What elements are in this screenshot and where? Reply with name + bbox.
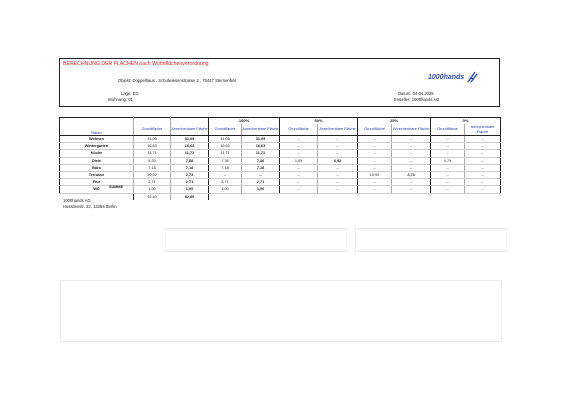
company-logo [428,70,478,84]
cell-a100: 1,00 [242,186,280,193]
cell-a50: -- [318,143,358,150]
col-anrech-50: Anrechenbare Fläche [318,124,358,136]
hand-icon [466,70,478,84]
objekt-line [118,78,236,83]
cell-g100: 11,71 [209,150,242,157]
objekt-label: Objekt: [118,78,132,83]
area-table-wrap [59,117,500,200]
cell-a25: -- [392,136,431,143]
cell-a25: -- [392,179,431,186]
group-100: 100% [209,118,280,125]
cell-a50: -- [318,179,358,186]
cell-a0: -- [465,136,501,143]
bleed-through-frame [60,280,502,342]
column-header-row [60,124,501,136]
cell-raum: Wohnen [60,136,134,143]
cell-g25: 10,92 [358,171,392,178]
col-anrech-0: Anrechenbare Fläche [465,124,501,136]
summe-text: SUMME [109,185,124,189]
cell-g: 10,92 [134,171,171,178]
cell-g25: -- [358,143,392,150]
cell-g0: -- [431,179,465,186]
cell-a0: -- [465,150,501,157]
cell-g100: 1,00 [209,186,242,193]
col-raum: Raum [60,124,134,136]
cell-a25: -- [392,150,431,157]
cell-g100: 2,71 [209,179,242,186]
cell-a50: -- [318,164,358,171]
lage-value: EG [132,91,139,96]
area-table [59,117,501,200]
cell-a100: 31,05 [242,136,280,143]
cell-g50: 1,05 [280,157,318,164]
cell-g25: -- [358,164,392,171]
table-row [60,164,501,171]
wohnung-value: 01 [128,97,133,102]
cell-a25: -- [392,164,431,171]
table-row [60,171,501,178]
cell-g: 7,18 [134,164,171,171]
cell-raum: WC [60,186,134,193]
cell-g50: -- [280,143,318,150]
col-grund-25: Grundfläche [358,124,392,136]
summary-row [60,193,501,200]
cell-a: 2,73 [171,171,209,178]
group-25: 25% [358,118,431,125]
logo-text: 1000hands [428,73,465,81]
cell-g0: -- [431,171,465,178]
objekt-value: Doppelhaus , Schulwiesenstrasse 2 , 75447 Sternenfels [132,78,237,83]
cell-g: 31,05 [134,136,171,143]
cell-g: 1,00 [134,186,171,193]
ersteller-line [394,97,439,102]
cell-a0: -- [465,186,501,193]
cell-a0: -- [465,171,501,178]
cell-g50: -- [280,171,318,178]
col-grund-50: Grundfläche [280,124,318,136]
cell-g0: -- [431,136,465,143]
datum-line [398,91,434,96]
wohnung-label: Wohnung: [108,97,128,102]
cell-a25: -- [392,186,431,193]
ersteller-label: Ersteller: [394,97,411,102]
cell-a100: 7,18 [242,164,280,171]
cell-a: 2,71 [171,179,209,186]
cell-g50: -- [280,136,318,143]
cell-a: 7,18 [171,164,209,171]
footer-company: 1000hands AG [63,198,91,203]
cell-g25: -- [358,150,392,157]
group-0: 0% [431,118,501,125]
cell-g100: 16,63 [209,143,242,150]
cell-a: 11,71 [171,150,209,157]
cell-a: 1,00 [171,186,209,193]
cell-raum: Diele [60,157,134,164]
cell-a0: -- [465,143,501,150]
cell-g0: -- [431,164,465,171]
datum-value: 04.04.2025 [412,91,434,96]
cell-g: 16,63 [134,143,171,150]
cell-a50: -- [318,150,358,157]
table-row [60,136,501,143]
lage-label: Lage: [121,91,132,96]
cell-a50: -- [318,186,358,193]
col-grund-100: Grundfläche [209,124,242,136]
cell-g25: -- [358,186,392,193]
cell-g50: -- [280,164,318,171]
cell-a50: -- [318,171,358,178]
cell-a50: 0,52 [318,157,358,164]
document-title: BERECHNUNG DER FLÄCHEN nach Wohnflächenverordnung [63,61,209,67]
group-50: 50% [280,118,358,125]
cell-g25: -- [358,179,392,186]
cell-raum: Flur [60,179,134,186]
cell-g: 9,20 [134,157,171,164]
lage-line [121,91,139,96]
cell-raum: Büro [60,164,134,171]
col-anrech-100: Anrechenbare Fläche [242,124,280,136]
cell-a: 7,88 [171,157,209,164]
cell-g50: -- [280,179,318,186]
cell-a: 31,05 [171,136,209,143]
cell-a: 16,63 [171,143,209,150]
cell-g100: 7,18 [209,164,242,171]
wohnung-line [108,97,133,102]
cell-a25: -- [392,157,431,164]
cell-a50: -- [318,136,358,143]
bleed-through-block [165,228,347,252]
sum-grund: 92,40 [134,193,171,200]
cell-a100: 16,63 [242,143,280,150]
col-grund-0: Grundfläche [431,124,465,136]
cell-a25: -- [392,143,431,150]
cell-g0: -- [431,186,465,193]
cell-a25: 2,73 [392,171,431,178]
cell-a100: 2,71 [242,179,280,186]
cell-a100: -- [242,171,280,178]
cell-g: 2,71 [134,179,171,186]
ersteller-value: 1000hands AG [411,97,440,102]
cell-g: 11,71 [134,150,171,157]
col-anrech: Anrechenbare Fläche [171,124,209,136]
sum-anrech: 82,89 [171,193,209,200]
cell-a100: 7,36 [242,157,280,164]
cell-g100: 7,36 [209,157,242,164]
cell-a0: -- [465,157,501,164]
col-grund: Grundfläche [134,124,171,136]
cell-g25: -- [358,157,392,164]
table-row [60,143,501,150]
table-row [60,157,501,164]
col-anrech-25: Anrechenbare Fläche [392,124,431,136]
cell-g25: -- [358,136,392,143]
cell-g100: -- [209,171,242,178]
cell-g0: 0,79 [431,157,465,164]
cell-raum: Wintergarten [60,143,134,150]
cell-g50: -- [280,150,318,157]
bleed-through-block [355,228,507,252]
cell-raum: Küche [60,150,134,157]
footer-address: Hussitenstr. 32, 13355 Berlin [63,204,117,209]
cell-a100: 11,71 [242,150,280,157]
cell-g100: 31,05 [209,136,242,143]
table-row [60,179,501,186]
cell-raum: Terrasse [60,171,134,178]
cell-g50: -- [280,186,318,193]
datum-label: Datum: [398,91,412,96]
cell-g0: -- [431,143,465,150]
cell-a0: -- [465,164,501,171]
cell-a0: -- [465,179,501,186]
cell-g0: -- [431,150,465,157]
table-row [60,150,501,157]
table-row [60,186,501,193]
